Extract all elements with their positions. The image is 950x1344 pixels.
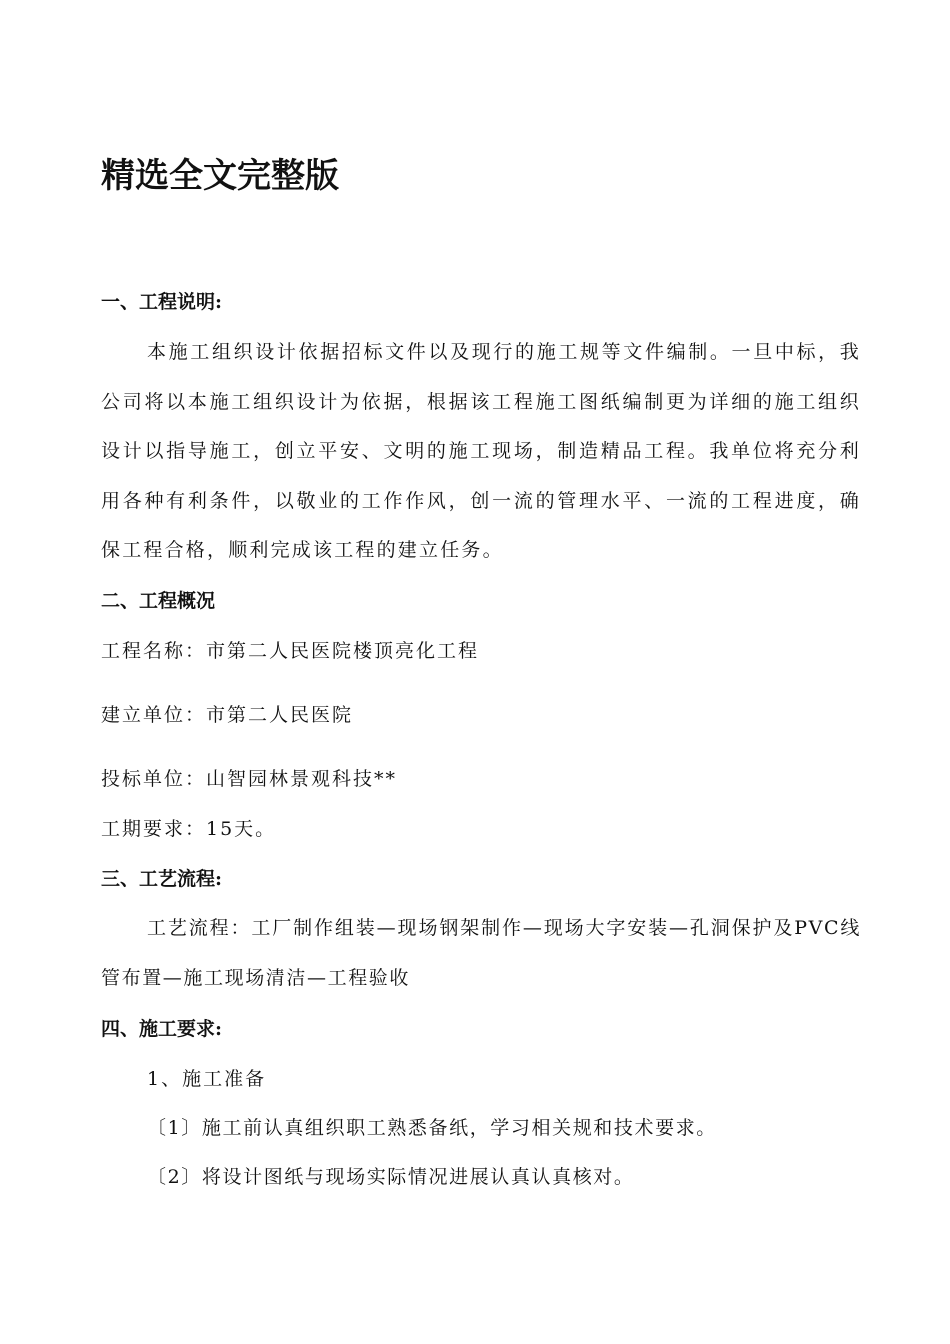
section-3-heading: 三、工艺流程: (101, 868, 223, 890)
project-name-line: 工程名称：市第二人民医院楼顶亮化工程 (101, 640, 480, 662)
bidder-line: 投标单位：山智园林景观科技** (101, 768, 398, 790)
section-4-heading: 四、施工要求: (101, 1018, 223, 1040)
section-1-heading: 一、工程说明: (101, 291, 223, 313)
requirement-item-2: 〔2〕将设计图纸与现场实际情况进展认真认真核对。 (147, 1166, 635, 1188)
section-4-subheading: 1、施工准备 (147, 1068, 267, 1090)
document-title: 精选全文完整版 (101, 156, 339, 196)
duration-line: 工期要求：15天。 (101, 818, 277, 840)
section-2-heading: 二、工程概况 (101, 590, 216, 612)
requirement-item-1: 〔1〕施工前认真组织职工熟悉备纸，学习相关规和技术要求。 (147, 1117, 717, 1139)
builder-line: 建立单位：市第二人民医院 (101, 704, 354, 726)
section-1-paragraph: 本施工组织设计依据招标文件以及现行的施工规等文件编制。一旦中标，我公司将以本施工组织设计为依据，根据该工程施工图纸编制更为详细的施工组织设计以指导施工，创立平安、文明的施工现场，制造精品工程。我单位将充分利用各种有利条件，以敬业的工作作风，创一流的管理水平、一流的工程进度，确保工程合格，顺利完成该工程的建立任务。 (101, 341, 861, 561)
section-3-paragraph: 工艺流程：工厂制作组装—现场钢架制作—现场大字安装—孔洞保护及PVC线管布置—施工现场清洁—工程验收 (101, 917, 861, 989)
